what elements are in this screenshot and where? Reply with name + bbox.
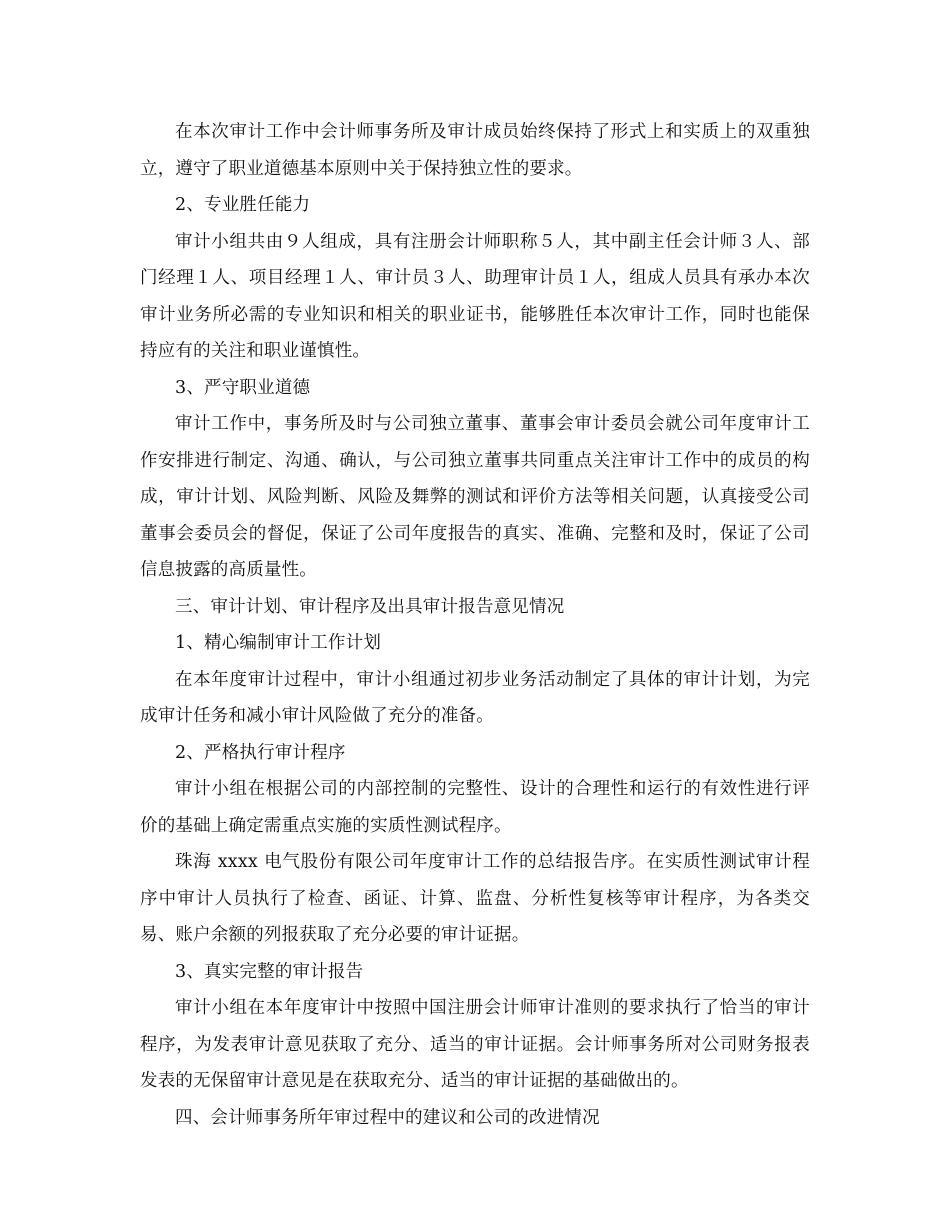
paragraph-substantive-testing: 珠海 xxxx 电气股份有限公司年度审计工作的总结报告序。在实质性测试审计程序中审计人员执行了检查、函证、计算、监盘、分析性复核等审计程序，为各类交易、账户余额的列报获取了充分必要的审计证据。	[140, 852, 810, 945]
heading-audit-procedures: 2、严格执行审计程序	[175, 742, 346, 763]
paragraph-ethics-communication: 审计工作中，事务所及时与公司独立董事、董事会审计委员会就公司年度审计工作安排进行制定、沟通、确认，与公司独立董事共同重点关注审计工作中的成员的构成，审计计划、风险判断、风险及舞弊的测试和评价方法等相关问题，认真接受公司董事会委员会的督促，保证了公司年度报告的真实、准确、完整和及时，保证了公司信息披露的高质量性。	[140, 414, 810, 580]
heading-audit-plan: 1、精心编制审计工作计划	[175, 633, 382, 653]
document-body	[140, 114, 810, 1136]
heading-professional-competence: 2、专业胜任能力	[175, 195, 311, 215]
heading-audit-plan-procedures: 三、审计计划、审计程序及出具审计报告意见情况	[175, 596, 565, 617]
paragraph-team-composition: 审计小组共由９人组成，具有注册会计师职称５人，其中副主任会计师３人、部门经理１人、项目经理１人、审计员３人、助理审计员１人，组成人员具有承办本次审计业务所必需的专业知识和相关的职业证书，能够胜任本次审计工作，同时也能保持应有的关注和职业谨慎性。	[140, 231, 810, 361]
paragraph-audit-plan: 在本年度审计过程中，审计小组通过初步业务活动制定了具体的审计计划，为完成审计任务和减小审计风险做了充分的准备。	[140, 669, 810, 726]
heading-professional-ethics: 3、严守职业道德	[175, 377, 311, 398]
paragraph-audit-opinion: 审计小组在本年度审计中按照中国注册会计师审计准则的要求执行了恰当的审计程序，为发表审计意见获取了充分、适当的审计证据。会计师事务所对公司财务报表发表的无保留审计意见是在获取充分、适当的审计证据的基础做出的。	[140, 998, 810, 1091]
heading-suggestions: 四、会计师事务所年审过程中的建议和公司的改进情况	[175, 1107, 600, 1128]
paragraph-independence: 在本次审计工作中会计师事务所及审计成员始终保持了形式上和实质上的双重独立，遵守了职业道德基本原则中关于保持独立性的要求。	[140, 122, 810, 179]
heading-audit-report: 3、真实完整的审计报告	[175, 961, 364, 982]
paragraph-internal-control: 审计小组在根据公司的内部控制的完整性、设计的合理性和运行的有效性进行评价的基础上确定需重点实施的实质性测试程序。	[140, 779, 810, 836]
